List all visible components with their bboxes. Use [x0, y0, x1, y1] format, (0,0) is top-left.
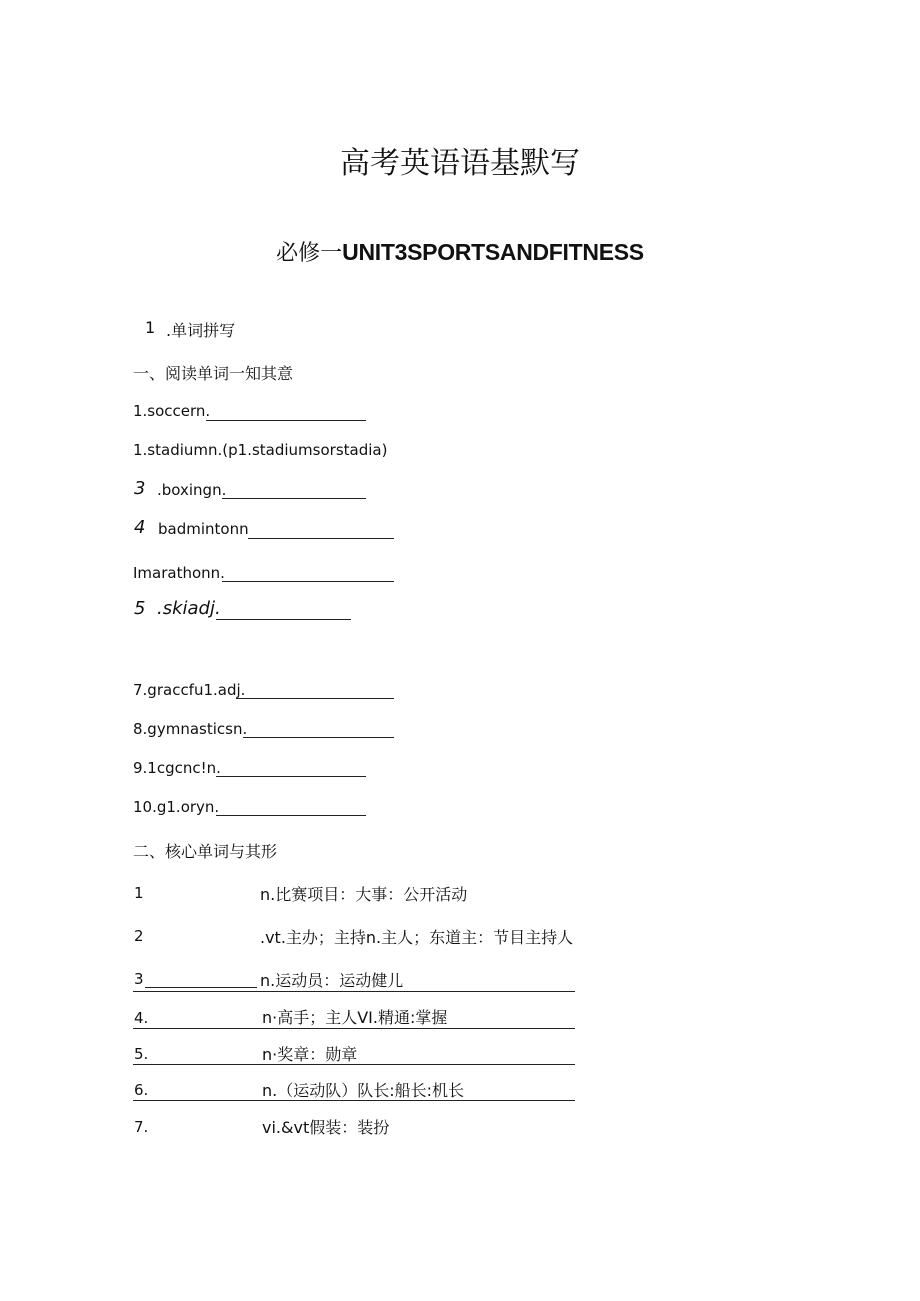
- row-definition: n·奖章：勋章: [262, 1045, 358, 1064]
- row-definition: n.比赛项目：大事：公开活动: [260, 885, 468, 904]
- part1-heading: 一、阅读单词一知其意: [133, 364, 294, 383]
- answer-blank[interactable]: [243, 737, 394, 738]
- row-definition: vi.&vt假装：装扮: [262, 1118, 390, 1137]
- answer-blank[interactable]: [216, 815, 366, 816]
- answer-blank[interactable]: [236, 698, 394, 699]
- word-item: 9.1cgcnc!n.: [133, 759, 221, 777]
- answer-blank[interactable]: [216, 776, 366, 777]
- word-item: .boxingn.: [157, 481, 227, 499]
- section-number: 1: [145, 318, 156, 337]
- word-item: 1.soccern.: [133, 402, 211, 420]
- page-subtitle: [0, 236, 920, 267]
- answer-blank[interactable]: [206, 420, 366, 421]
- answer-blank[interactable]: [133, 1028, 575, 1029]
- answer-blank[interactable]: [145, 987, 257, 988]
- row-number: 3: [134, 970, 144, 988]
- row-number: 6.: [134, 1081, 149, 1099]
- subtitle-cn: 必修一: [276, 241, 343, 266]
- row-number: 4.: [134, 1009, 149, 1027]
- answer-blank[interactable]: [222, 581, 394, 582]
- word-item-number: 5: [134, 598, 146, 619]
- word-item-number: 3: [134, 478, 146, 499]
- section-label: .单词拼写: [166, 321, 236, 340]
- row-definition: .vt.主办；主持n.主人；东道主：节目主持人: [260, 928, 574, 947]
- answer-blank[interactable]: [133, 1100, 575, 1101]
- answer-blank[interactable]: [133, 1064, 575, 1065]
- answer-blank[interactable]: [222, 498, 366, 499]
- row-number: 7.: [134, 1118, 149, 1136]
- part2-heading: 二、核心单词与其形: [133, 842, 278, 861]
- row-number: 1: [134, 884, 144, 902]
- row-number: 5.: [134, 1045, 149, 1063]
- row-definition: n.（运动队）队长:船长:机长: [262, 1081, 465, 1100]
- word-item-number: 4: [134, 517, 146, 538]
- word-item: 8.gymnasticsn.: [133, 720, 248, 738]
- word-item: 1.stadiumn.(p1.stadiumsorstadia): [133, 441, 388, 459]
- row-number: 2: [134, 927, 144, 945]
- answer-blank[interactable]: [248, 538, 394, 539]
- word-item: 10.g1.oryn.: [133, 798, 220, 816]
- word-item: badmintonn: [158, 520, 249, 538]
- word-item: .skiadj.: [157, 598, 221, 619]
- word-item: Imarathonn.: [133, 564, 225, 582]
- answer-blank[interactable]: [216, 619, 351, 620]
- row-definition: n·高手；主人VI.精通:掌握: [262, 1008, 448, 1027]
- row-definition: n.运动员：运动健儿: [260, 971, 404, 990]
- word-item: 7.graccfu1.adj.: [133, 681, 246, 699]
- row-divider: [133, 991, 575, 992]
- subtitle-en: UNIT3SPORTSANDFITNESS: [342, 239, 644, 265]
- page-title: 高考英语语基默写: [340, 146, 580, 181]
